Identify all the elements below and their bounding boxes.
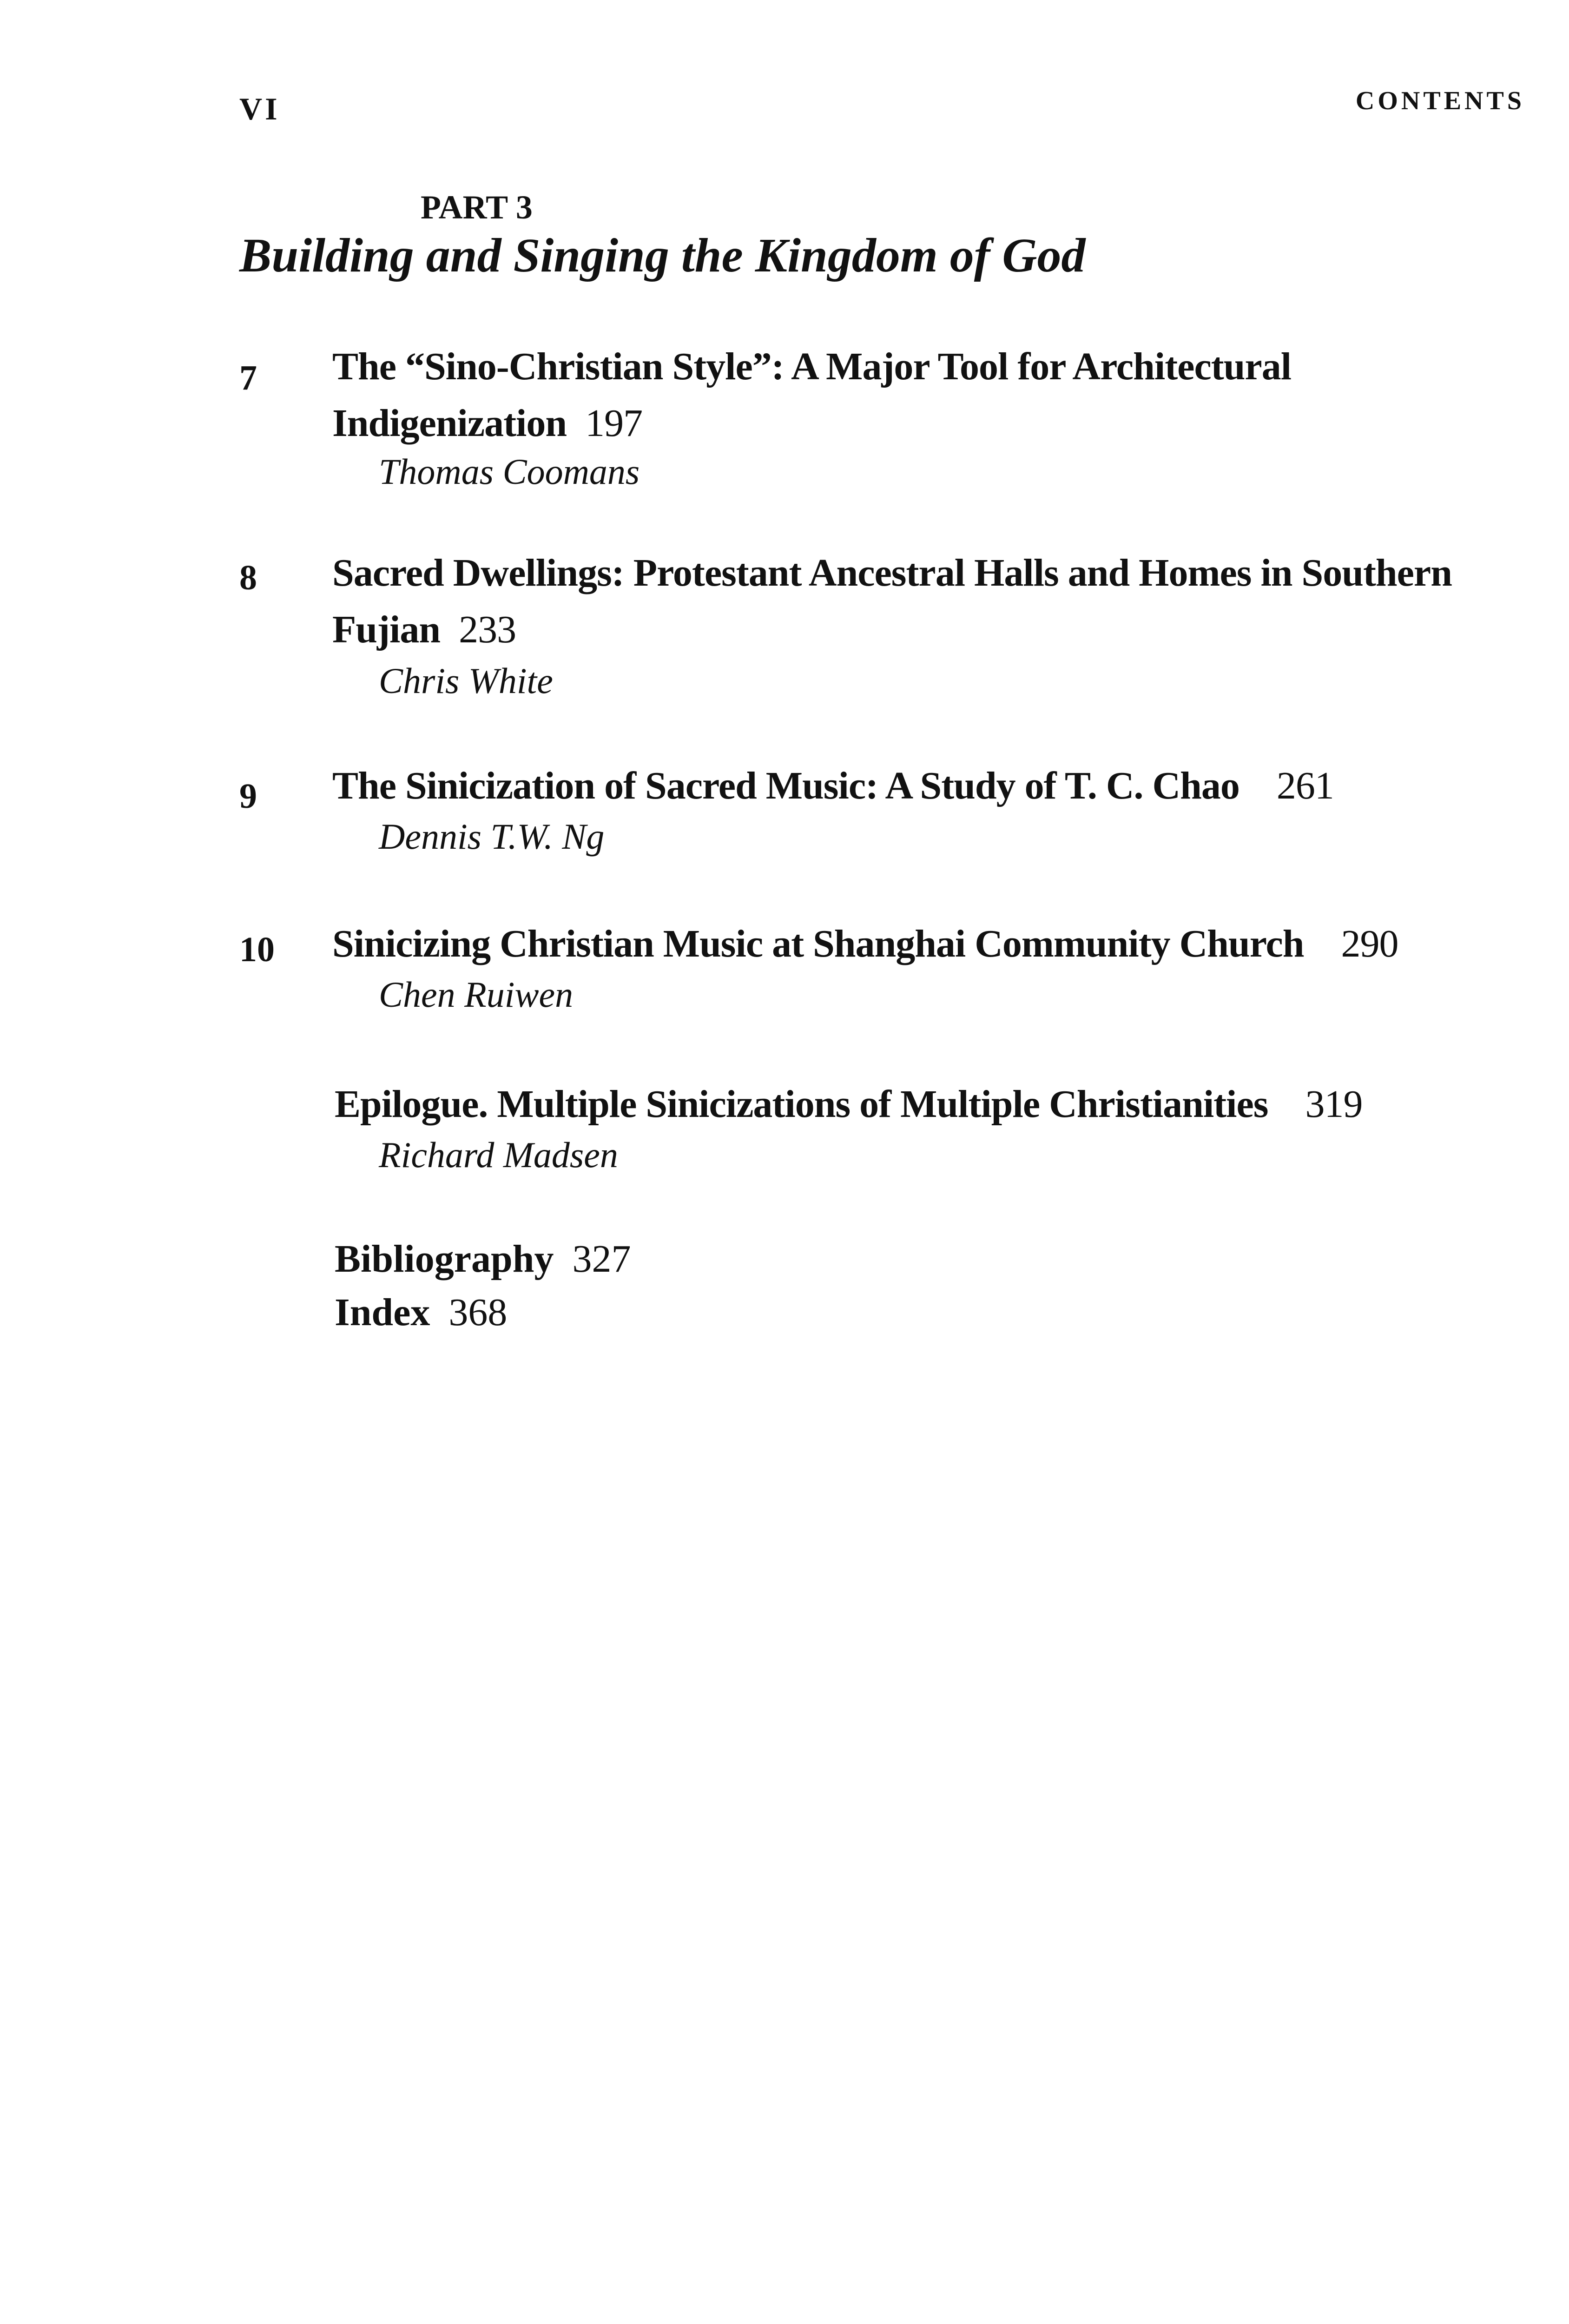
chapter-title	[332, 916, 1522, 972]
running-head: CONTENTS	[1355, 86, 1525, 115]
chapter-title-line: The “Sino-Christian Style”: A Major Tool for Architectural	[332, 345, 1292, 388]
chapter-title-text: Epilogue. Multiple Sinicizations of Multiple Christianities	[335, 1083, 1268, 1126]
chapter-title	[332, 338, 1522, 452]
page-number: 290	[1341, 922, 1398, 965]
chapter-title-text: Indigenization	[332, 402, 567, 445]
chapter-number: 10	[239, 930, 275, 969]
chapter-title-text: Fujian	[332, 608, 441, 651]
chapter-number: 8	[239, 558, 257, 597]
page-number: 197	[585, 402, 643, 445]
page-number: 319	[1305, 1083, 1363, 1126]
toc-entry-index[interactable]	[335, 1290, 507, 1335]
toc-entry-bibliography[interactable]	[335, 1236, 631, 1281]
chapter-author: Chris White	[379, 660, 553, 701]
chapter-title	[332, 545, 1522, 658]
chapter-title	[335, 1076, 1524, 1133]
chapter-title-line	[332, 395, 1522, 452]
back-matter-title: Index	[335, 1291, 430, 1334]
page-number: 261	[1276, 764, 1334, 807]
page-folio: VI	[239, 91, 280, 126]
page-number: 368	[448, 1291, 508, 1334]
chapter-number: 7	[239, 358, 257, 397]
chapter-title-line: Sacred Dwellings: Protestant Ancestral Halls and Homes in Southern	[332, 551, 1452, 594]
chapter-title	[332, 758, 1522, 814]
chapter-author: Chen Ruiwen	[379, 974, 574, 1015]
chapter-title-text: Sinicizing Christian Music at Shanghai Community Church	[332, 922, 1304, 965]
part-title: Building and Singing the Kingdom of God	[239, 229, 1086, 282]
chapter-title-line	[332, 601, 1522, 658]
chapter-author: Richard Madsen	[379, 1135, 618, 1175]
chapter-title-line	[332, 916, 1522, 972]
chapter-author: Dennis T.W. Ng	[379, 816, 605, 857]
page-number: 327	[572, 1237, 631, 1281]
part-label: PART 3	[421, 189, 533, 226]
chapter-title-line	[332, 758, 1522, 814]
chapter-number: 9	[239, 777, 257, 816]
chapter-title-text: The Sinicization of Sacred Music: A Study of T. C. Chao	[332, 764, 1239, 807]
chapter-author: Thomas Coomans	[379, 451, 640, 492]
page-number: 233	[459, 608, 516, 651]
back-matter-title: Bibliography	[335, 1237, 554, 1281]
chapter-title-line	[335, 1076, 1524, 1133]
